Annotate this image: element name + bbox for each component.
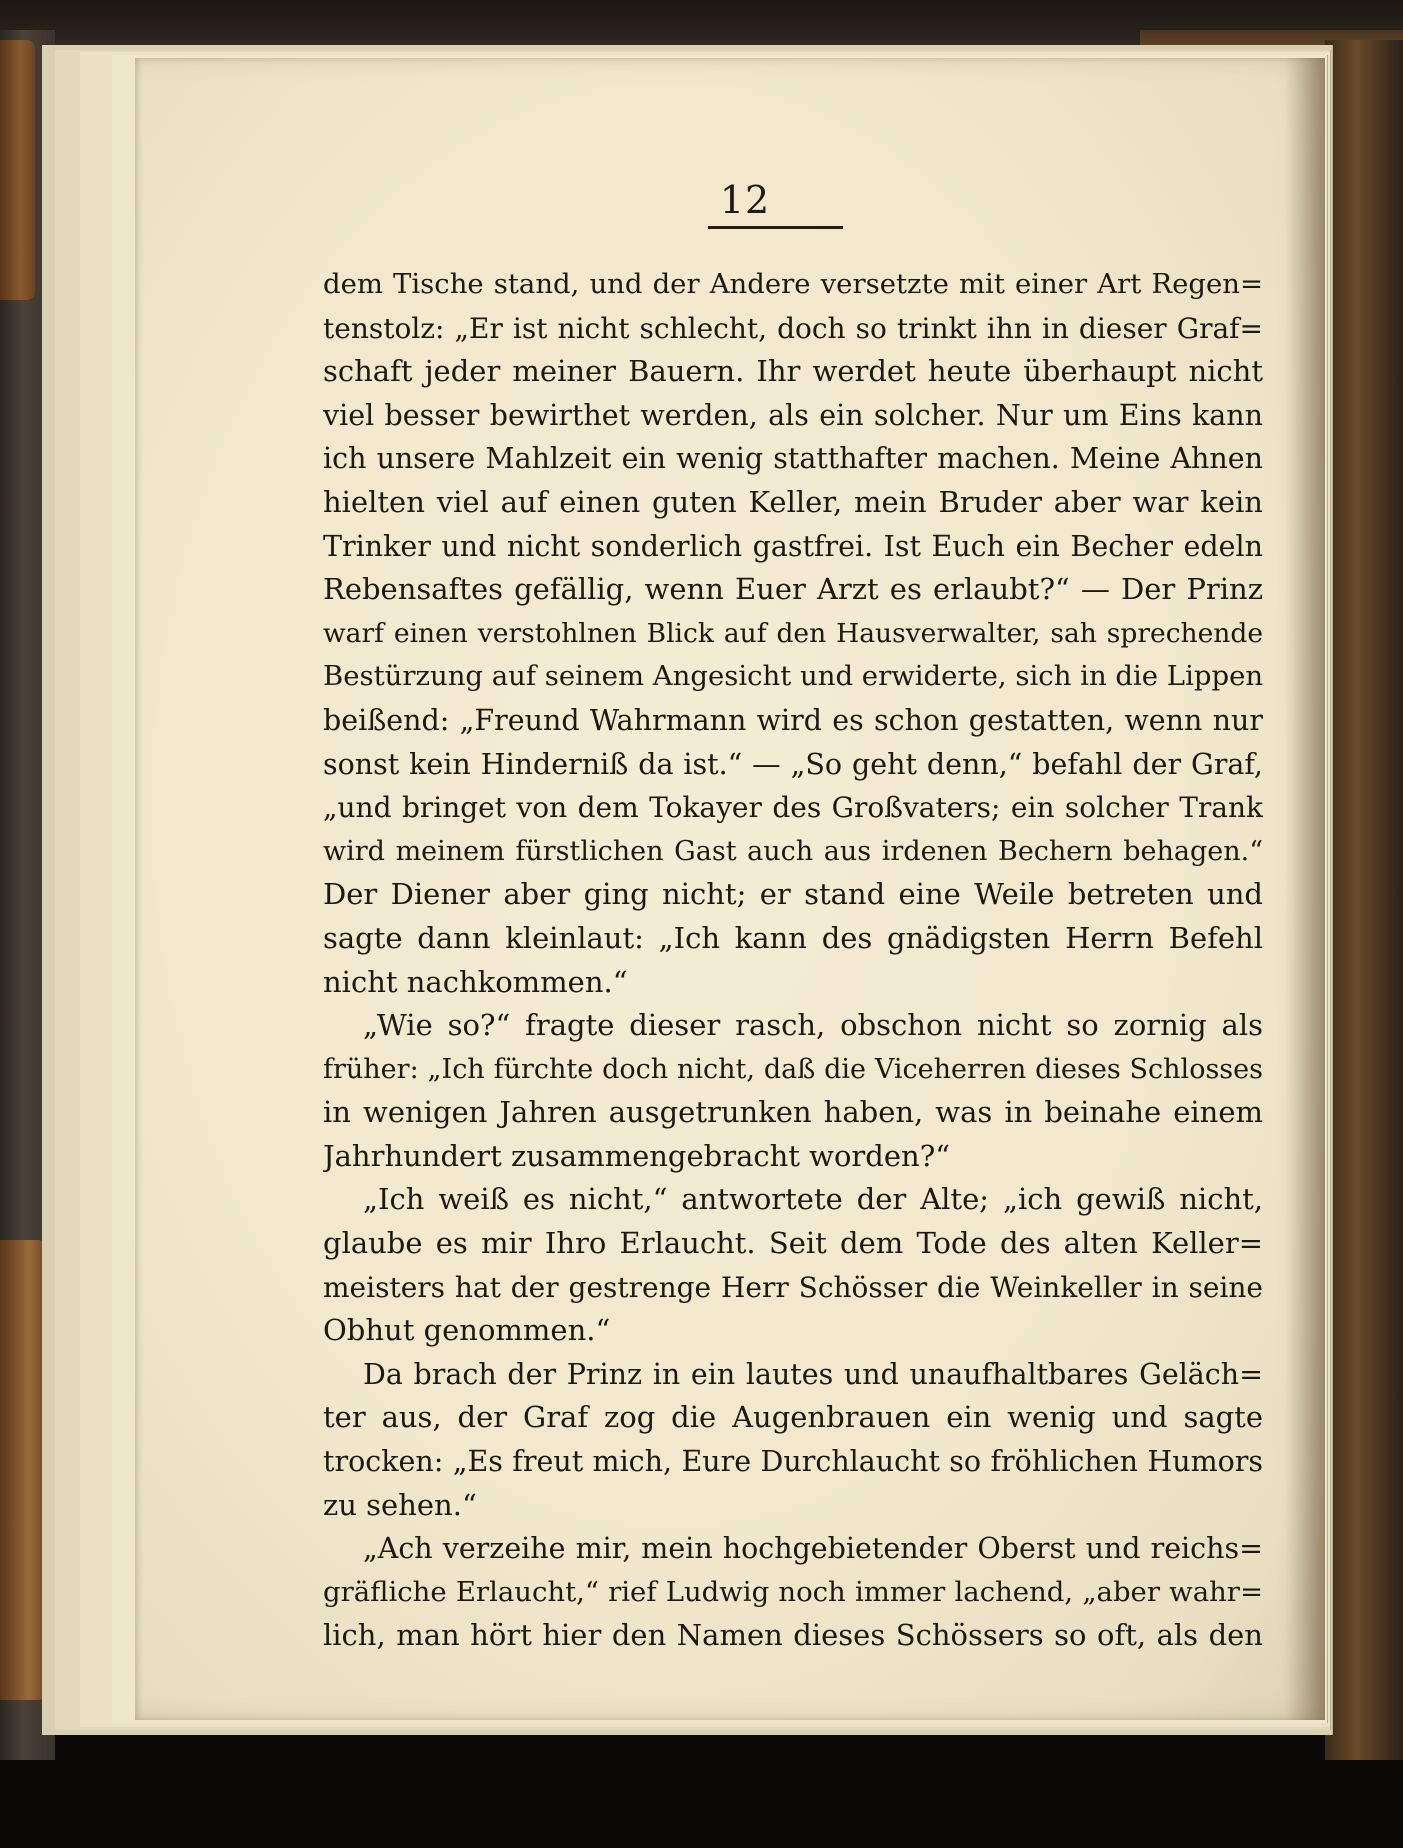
page-number-rule bbox=[708, 226, 843, 229]
text-line: Obhut genommen.“ bbox=[323, 1313, 611, 1348]
text-line: Bestürzung auf seinem Angesicht und erwiderte, sich in die Lippen bbox=[323, 660, 1263, 693]
page-number: 12 bbox=[719, 178, 771, 222]
text-line: Der Diener aber ging nicht; er stand eine Weile betreten und bbox=[323, 877, 1263, 912]
leather-corner-left-bottom bbox=[0, 1240, 48, 1700]
text-line: nicht nachkommen.“ bbox=[323, 964, 628, 999]
text-line: gräfliche Erlaucht,“ rief Ludwig noch immer lachend, „aber wahr= bbox=[323, 1575, 1263, 1608]
body-text bbox=[323, 263, 1263, 1658]
text-line: warf einen verstohlnen Blick auf den Hausverwalter, sah sprechende bbox=[323, 617, 1263, 649]
leather-corner-left-top bbox=[0, 40, 35, 300]
text-line: beißend: „Freund Wahrmann wird es schon gestatten, wenn nur bbox=[323, 703, 1263, 737]
text-line: früher: „Ich fürchte doch nicht, daß die Viceherren dieses Schlosses bbox=[323, 1053, 1263, 1085]
text-line: sagte dann kleinlaut: „Ich kann des gnädigsten Herrn Befehl bbox=[323, 920, 1263, 955]
book-page bbox=[135, 58, 1325, 1720]
book-cover-bottom bbox=[0, 1760, 1403, 1848]
text-line: „Ach verzeihe mir, mein hochgebietender Oberst und reichs= bbox=[363, 1532, 1263, 1566]
text-line: Jahrhundert zusammengebracht worden?“ bbox=[323, 1138, 951, 1173]
text-line: meisters hat der gestrenge Herr Schösser die Weinkeller in seine bbox=[323, 1270, 1263, 1304]
text-line: sonst kein Hinderniß da ist.“ — „So geht denn,“ befahl der Graf, bbox=[323, 747, 1263, 781]
text-line: dem Tische stand, und der Andere versetzte mit einer Art Regen= bbox=[323, 268, 1263, 300]
text-line: hielten viel auf einen guten Keller, mein Bruder aber war kein bbox=[323, 484, 1263, 519]
text-line: wird meinem fürstlichen Gast auch aus irdenen Bechern behagen.“ bbox=[323, 835, 1263, 867]
text-line: Trinker und nicht sonderlich gastfrei. Ist Euch ein Becher edeln bbox=[323, 529, 1263, 563]
text-line: glaube es mir Ihro Erlaucht. Seit dem Tode des alten Keller= bbox=[323, 1226, 1263, 1261]
text-line: viel besser bewirthet werden, als ein solcher. Nur um Eins kann bbox=[323, 398, 1263, 432]
text-line: ich unsere Mahlzeit ein wenig statthafter machen. Meine Ahnen bbox=[323, 442, 1263, 476]
text-line: schaft jeder meiner Bauern. Ihr werdet heute überhaupt nicht bbox=[323, 354, 1263, 389]
text-line: trocken: „Es freut mich, Eure Durchlaucht so fröhlichen Humors bbox=[323, 1445, 1263, 1479]
text-line: „Wie so?“ fragte dieser rasch, obschon nicht so zornig als bbox=[363, 1008, 1263, 1043]
text-line: tenstolz: „Er ist nicht schlecht, doch so trinkt ihn in dieser Graf= bbox=[323, 311, 1263, 345]
gutter-shadow bbox=[1285, 58, 1325, 1720]
text-line: „Ich weiß es nicht,“ antwortete der Alte; „ich gewiß nicht, bbox=[363, 1182, 1263, 1217]
text-line: zu sehen.“ bbox=[323, 1487, 477, 1522]
text-line: „und bringet von dem Tokayer des Großvaters; ein solcher Trank bbox=[323, 791, 1263, 825]
text-line: lich, man hört hier den Namen dieses Schössers so oft, als den bbox=[323, 1618, 1263, 1653]
text-line: Da brach der Prinz in ein lautes und unaufhaltbares Geläch= bbox=[363, 1357, 1263, 1391]
text-line: Rebensaftes gefällig, wenn Euer Arzt es erlaubt?“ — Der Prinz bbox=[323, 572, 1263, 607]
book-spine-right bbox=[1325, 40, 1403, 1780]
text-line: ter aus, der Graf zog die Augenbrauen ein wenig und sagte bbox=[323, 1400, 1263, 1435]
text-line: in wenigen Jahren ausgetrunken haben, was in beinahe einem bbox=[323, 1095, 1263, 1130]
